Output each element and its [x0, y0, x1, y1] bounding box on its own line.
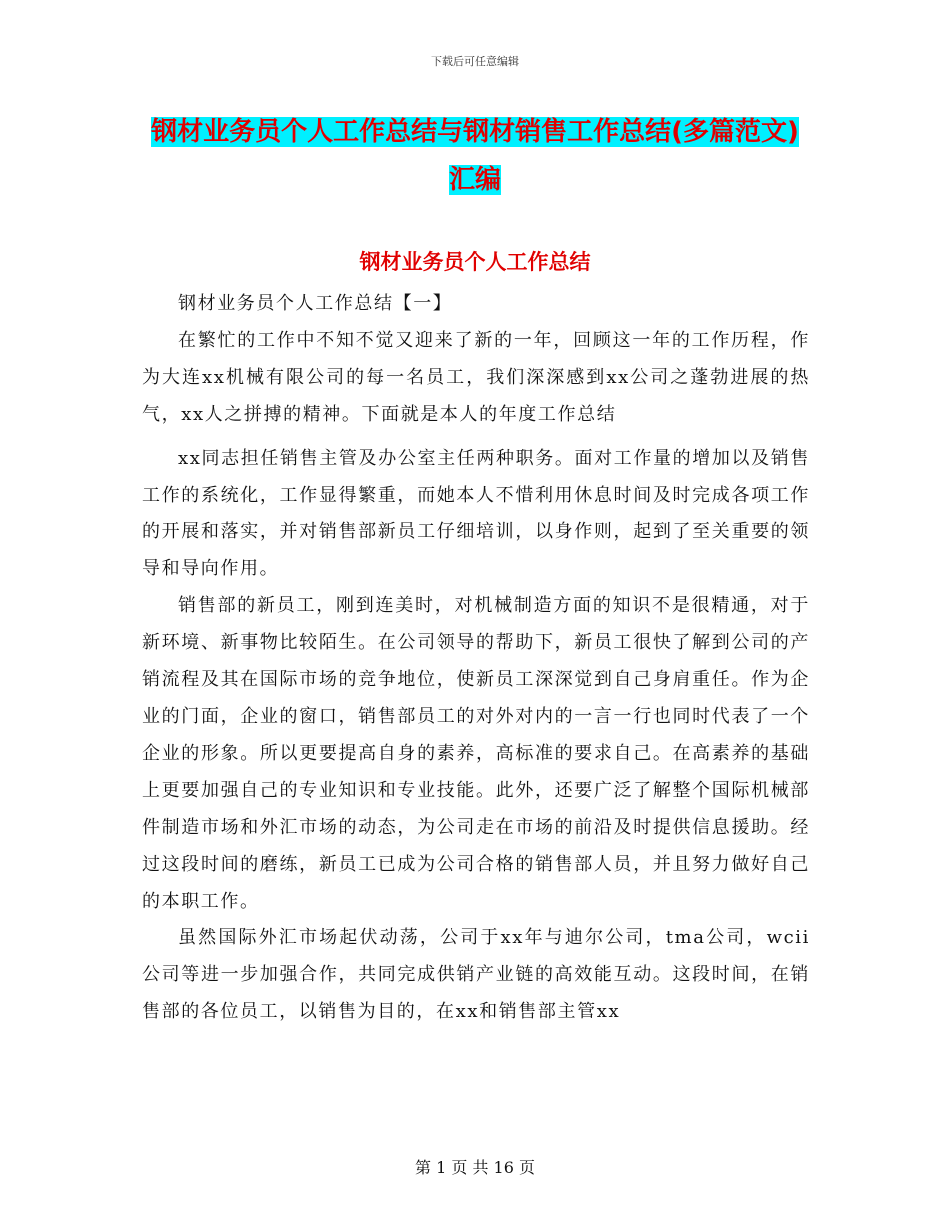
paragraph: 在繁忙的工作中不知不觉又迎来了新的一年，回顾这一年的工作历程，作为大连xx机械有限公司的每一名员工，我们深深感到xx公司之蓬勃进展的热气，xx人之拼搏的精神。下面就是本人的年度工作总结 [142, 329, 810, 425]
document-body [142, 286, 810, 1031]
document-title-text: 钢材业务员个人工作总结与钢材销售工作总结(多篇范文)汇编 [151, 117, 799, 195]
paragraph-subheading: 钢材业务员个人工作总结【一】 [178, 293, 453, 314]
section-title: 钢材业务员个人工作总结 [359, 250, 591, 274]
paragraph: xx同志担任销售主管及办公室主任两种职务。面对工作量的增加以及销售工作的系统化，工作显得繁重，而她本人不惜利用休息时间及时完成各项工作的开展和落实，并对销售部新员工仔细培训，以身作则，起到了至关重要的领导和导向作用。 [142, 447, 810, 580]
page-footer: 第 1 页 共 16 页 [415, 1158, 535, 1177]
paragraph: 虽然国际外汇市场起伏动荡，公司于xx年与迪尔公司，tma公司，wcii公司等进一步加强合作，共同完成供销产业链的高效能互动。这段时间，在销售部的各位员工，以销售为目的，在xx和销售部主管xx [142, 927, 810, 1023]
document-title [140, 108, 810, 204]
page-header-note: 下载后可任意编辑 [431, 55, 519, 68]
paragraph: 销售部的新员工，刚到连美时，对机械制造方面的知识不是很精通，对于新环境、新事物比较陌生。在公司领导的帮助下，新员工很快了解到公司的产销流程及其在国际市场的竞争地位，使新员工深深觉到自己身肩重任。作为企业的门面，企业的窗口，销售部员工的对外对内的一言一行也同时代表了一个企业的形象。所以更要提高自身的素养，高标准的要求自己。在高素养的基础上更要加强自己的专业知识和专业技能。此外，还要广泛了解整个国际机械部件制造市场和外汇市场的动态，为公司走在市场的前沿及时提供信息援助。经过这段时间的磨练，新员工已成为公司合格的销售部人员，并且努力做好自己的本职工作。 [142, 595, 810, 912]
